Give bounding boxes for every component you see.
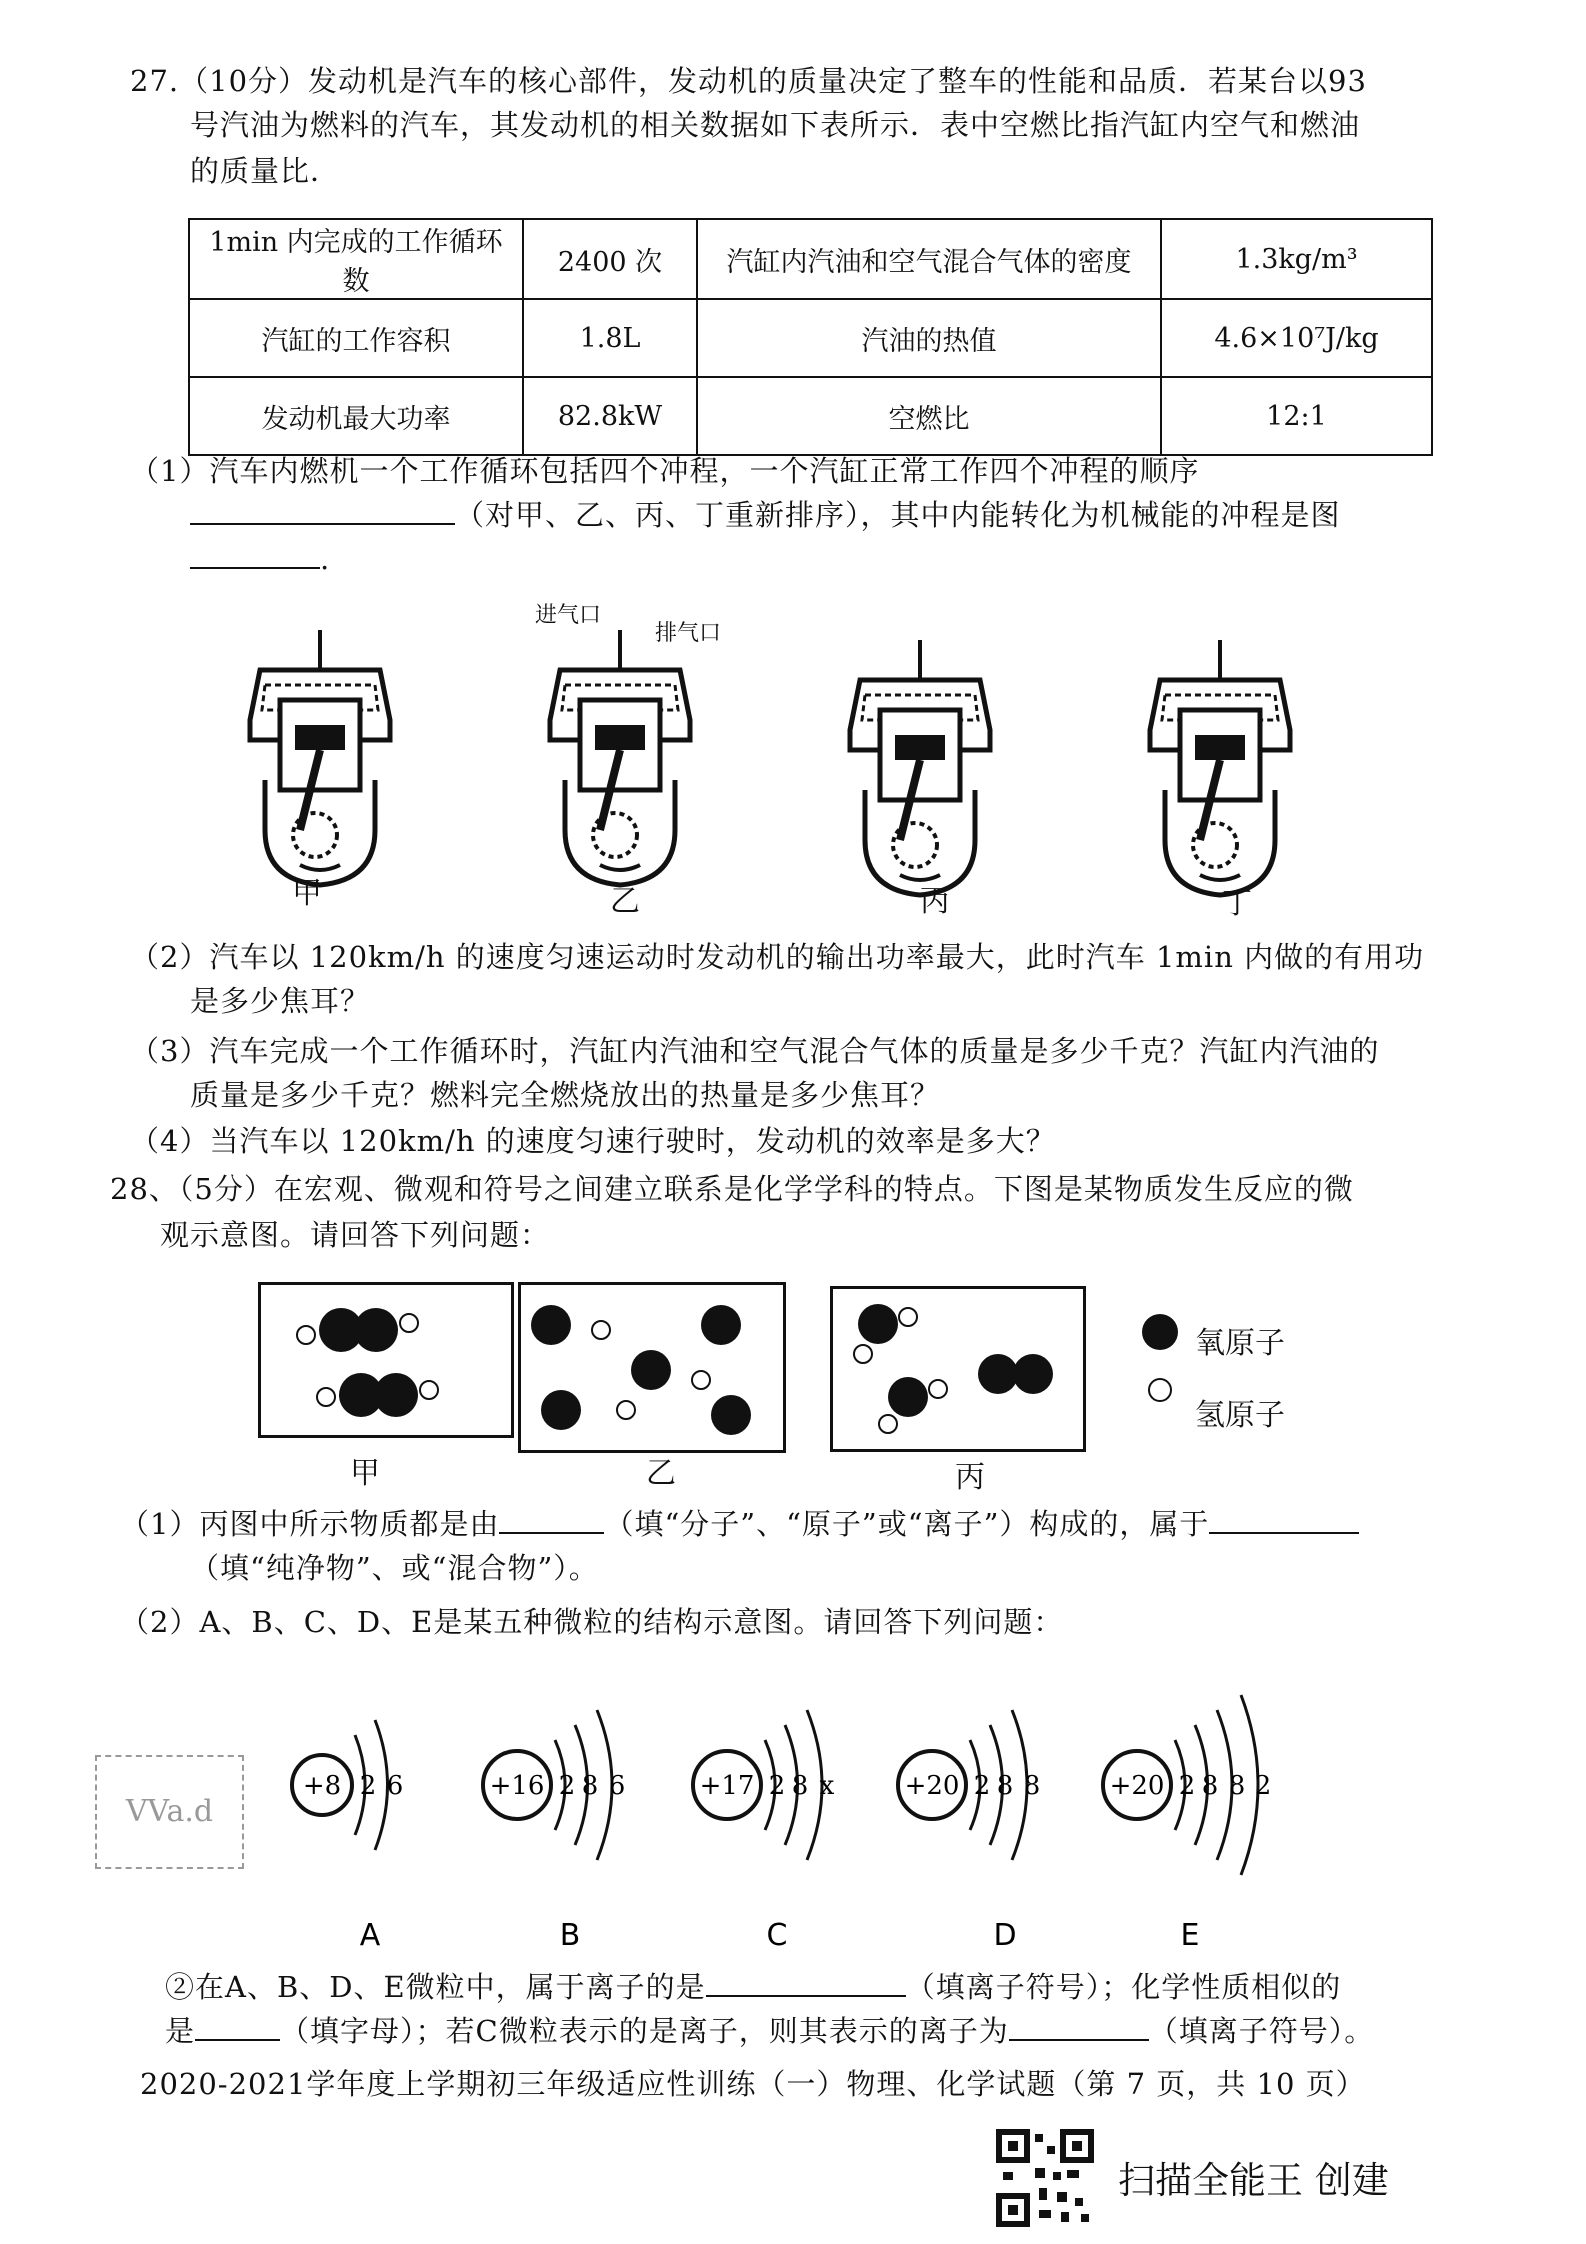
engine-bing — [850, 640, 990, 895]
molecule-box-bing — [830, 1286, 1086, 1452]
q27-part1-line2 — [190, 496, 1341, 534]
engine-label-bing: 丙 — [920, 884, 950, 919]
q28-intro-line1: 28、（5分）在宏观、微观和符号之间建立联系是化学学科的特点。下图是某物质发生反应的微 — [110, 1172, 1354, 1206]
table-cell: 发动机最大功率 — [189, 377, 523, 455]
answer-blank-substance-type[interactable] — [1209, 1506, 1359, 1534]
shell-electrons: 2 — [1254, 1771, 1272, 1801]
q27-part1-line1: （1）汽车内燃机一个工作循环包括四个冲程，一个汽缸正常工作四个冲程的顺序 — [130, 454, 1200, 488]
legend-hydrogen-label: 氢原子 — [1195, 1398, 1285, 1433]
shell-electrons: 2 — [973, 1771, 991, 1801]
faint-stamp: VVa.d — [95, 1755, 244, 1869]
shell-electrons: 2 — [768, 1771, 786, 1801]
table-cell: 汽缸内汽油和空气混合气体的密度 — [697, 219, 1161, 299]
q28-part3-text-e: （填离子符号）。 — [1148, 2014, 1375, 2048]
table-cell: 汽缸的工作容积 — [189, 299, 523, 377]
answer-blank-letters[interactable] — [195, 2013, 280, 2041]
molecule-yi-svg — [521, 1285, 783, 1450]
shell-electrons: 6 — [386, 1771, 404, 1801]
molecule-box-jia — [258, 1282, 514, 1438]
legend-oxygen-label: 氧原子 — [1195, 1326, 1285, 1361]
table-cell: 1.8L — [523, 299, 697, 377]
molecule-jia-svg — [261, 1285, 511, 1435]
q28-part2: （2）A、B、C、D、E是某五种微粒的结构示意图。请回答下列问题： — [120, 1605, 1064, 1639]
shell-electrons: 6 — [608, 1771, 626, 1801]
table-cell: 空燃比 — [697, 377, 1161, 455]
particle-A — [292, 1720, 403, 1850]
shell-electrons: 8 — [1228, 1771, 1246, 1801]
engine-ding — [1150, 640, 1290, 895]
legend-symbols — [1140, 1310, 1180, 1410]
engine-strokes-diagram — [220, 590, 1370, 920]
shell-electrons: 8 — [1201, 1771, 1219, 1801]
shell-electrons: 8 — [996, 1771, 1014, 1801]
intake-label: 进气口 — [535, 603, 602, 628]
qr-code-icon — [995, 2128, 1095, 2228]
nucleus-charge: +20 — [1109, 1771, 1165, 1801]
shell-electrons: 2 — [1178, 1771, 1196, 1801]
q28-part3-text-d: （填字母）；若C微粒表示的是离子，则其表示的离子为 — [280, 2014, 1009, 2048]
particle-D — [898, 1710, 1040, 1860]
box-label-jia: 甲 — [350, 1456, 380, 1491]
table-row — [189, 299, 1432, 377]
nucleus-charge: +8 — [302, 1771, 342, 1801]
q27-part3-line2: 质量是多少千克？燃料完全燃烧放出的热量是多少焦耳？ — [190, 1078, 941, 1112]
engine-yi — [550, 630, 690, 885]
q28-intro-line2: 观示意图。请回答下列问题： — [160, 1218, 551, 1252]
q27-part3-line1: （3）汽车完成一个工作循环时，汽缸内汽油和空气混合气体的质量是多少千克？汽缸内汽油的 — [130, 1034, 1380, 1068]
q28-part3-text-c: 是 — [165, 2014, 196, 2048]
nucleus-charge: +17 — [699, 1771, 755, 1801]
q27-part1-line3 — [190, 540, 330, 578]
q28-part3-line1 — [165, 1968, 1341, 2006]
q28-part1-text-b: （填“分子”、“原子”或“离子”）构成的，属于 — [604, 1507, 1210, 1541]
engine-label-yi: 乙 — [610, 884, 640, 919]
box-label-yi: 乙 — [646, 1456, 676, 1491]
shell-electrons: 8 — [581, 1771, 599, 1801]
box-label-bing: 丙 — [955, 1460, 985, 1495]
answer-blank-ion[interactable] — [1009, 2013, 1149, 2041]
table-row — [189, 377, 1432, 455]
q27-intro-line1: 27.（10分）发动机是汽车的核心部件，发动机的质量决定了整车的性能和品质．若某台以93 — [130, 64, 1367, 98]
shell-electrons: 8 — [791, 1771, 809, 1801]
q28-part1-line2: （填“纯净物”、或“混合物”）。 — [190, 1551, 599, 1585]
scanner-watermark: 扫描全能王 创建 — [1118, 2159, 1389, 2202]
table-cell: 汽油的热值 — [697, 299, 1161, 377]
q27-part2-line1: （2）汽车以 120km/h 的速度匀速运动时发动机的输出功率最大，此时汽车 1min 内做的有用功 — [130, 940, 1425, 974]
exhaust-label: 排气口 — [655, 621, 722, 646]
shell-electrons: 2 — [558, 1771, 576, 1801]
shell-electrons: x — [819, 1771, 835, 1801]
table-cell: 2400 次 — [523, 219, 697, 299]
answer-blank-stroke[interactable] — [190, 541, 320, 569]
engine-jia — [250, 630, 390, 885]
engine-data-table — [188, 218, 1433, 456]
table-row — [189, 219, 1432, 299]
answer-blank-particle-type[interactable] — [499, 1506, 604, 1534]
particle-letter: A — [359, 1918, 381, 1953]
q27-part4: （4）当汽车以 120km/h 的速度匀速行驶时，发动机的效率是多大？ — [130, 1124, 1056, 1158]
q27-part1-period: . — [320, 542, 331, 576]
q28-part3-line2 — [165, 2012, 1374, 2050]
table-cell: 1.3kg/m³ — [1161, 219, 1432, 299]
oxygen-atom-icon — [1142, 1314, 1178, 1350]
q28-part3-text-a: ②在A、B、D、E微粒中，属于离子的是 — [165, 1970, 706, 2004]
engine-label-jia: 甲 — [292, 876, 322, 911]
particle-B — [483, 1710, 625, 1860]
q27-intro-line3: 的质量比． — [190, 154, 341, 188]
nucleus-charge: +16 — [489, 1771, 545, 1801]
q28-part1-line1 — [120, 1505, 1359, 1543]
table-cell: 12:1 — [1161, 377, 1432, 455]
shell-electrons: 2 — [359, 1771, 377, 1801]
engine-label-ding: 丁 — [1222, 886, 1252, 921]
particle-letter: B — [559, 1918, 581, 1953]
table-cell: 1min 内完成的工作循环数 — [189, 219, 523, 299]
q28-part1-text-a: （1）丙图中所示物质都是由 — [120, 1507, 500, 1541]
nucleus-charge: +20 — [904, 1771, 960, 1801]
q27-part1-text: （对甲、乙、丙、丁重新排序），其中内能转化为机械能的冲程是图 — [455, 498, 1341, 532]
table-cell: 82.8kW — [523, 377, 697, 455]
answer-blank-order[interactable] — [190, 497, 455, 525]
q27-part2-line2: 是多少焦耳？ — [190, 984, 371, 1018]
particle-letter: E — [1180, 1918, 1200, 1953]
answer-blank-ion-symbols[interactable] — [706, 1969, 906, 1997]
particle-E — [1103, 1695, 1271, 1875]
table-cell: 4.6×10⁷J/kg — [1161, 299, 1432, 377]
shell-electrons: 8 — [1023, 1771, 1041, 1801]
molecule-box-yi — [518, 1282, 786, 1453]
q28-part3-text-b: （填离子符号）；化学性质相似的 — [905, 1970, 1342, 2004]
particle-letter: C — [766, 1918, 788, 1953]
page-footer: 2020-2021学年度上学期初三年级适应性训练（一）物理、化学试题（第 7 页，共 10 页） — [140, 2067, 1366, 2101]
particle-C — [693, 1710, 835, 1860]
molecule-bing-svg — [833, 1289, 1083, 1449]
particle-structures — [280, 1660, 1360, 1960]
q27-intro-line2: 号汽油为燃料的汽车，其发动机的相关数据如下表所示．表中空燃比指汽缸内空气和燃油 — [190, 108, 1361, 142]
particle-letter: D — [993, 1918, 1017, 1953]
hydrogen-atom-icon — [1149, 1379, 1171, 1401]
